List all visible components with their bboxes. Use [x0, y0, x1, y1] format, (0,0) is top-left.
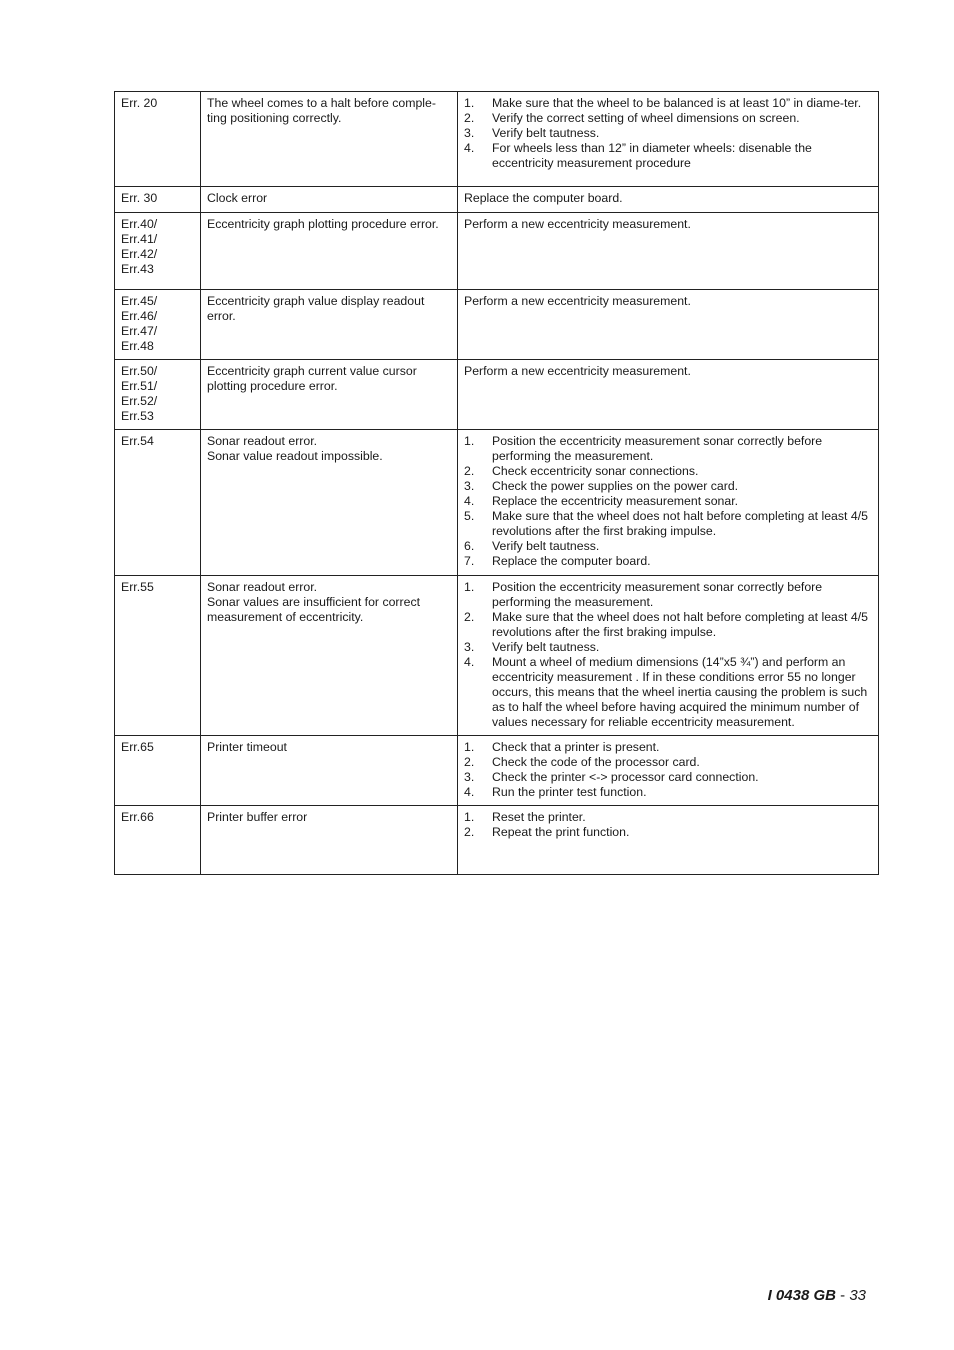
remedy-step-text: Make sure that the wheel to be balanced is at least 10” in diame-ter. [492, 96, 862, 110]
remedy-step-text: Verify belt tautness. [492, 126, 600, 140]
error-code: Err.42/ [121, 247, 158, 261]
remedy-step [464, 810, 874, 825]
remedy-step-number: 2. [464, 825, 475, 839]
remedy-step [464, 509, 874, 539]
error-code: Err.54 [121, 434, 154, 448]
remedy-step-text: Make sure that the wheel does not halt before completing at least 4/5 revolutions after the first braking impulse. [492, 509, 868, 538]
error-description-line: Sonar values are insufficient for correct [207, 595, 421, 609]
error-code: Err.55 [121, 580, 154, 594]
remedy-step [464, 580, 874, 610]
error-code: Err. 20 [121, 96, 158, 110]
remedy-step-text: Reset the printer. [492, 810, 586, 824]
remedy-step [464, 554, 874, 569]
remedy-step-text: Check that a printer is present. [492, 740, 660, 754]
remedy-step [464, 479, 874, 494]
error-code: Err.46/ [121, 309, 158, 323]
error-code: Err. 30 [121, 191, 158, 205]
error-remedy-cell [458, 576, 879, 736]
page-number: 33 [849, 1287, 866, 1304]
remedy-steps [464, 810, 874, 840]
remedy-text: Replace the computer board. [464, 191, 623, 205]
error-code-cell [115, 806, 201, 875]
error-description-line: measurement of eccentricity. [207, 610, 364, 624]
error-description-cell [201, 430, 458, 576]
error-code-cell [115, 187, 201, 213]
error-remedy-cell [458, 290, 879, 360]
error-description-cell [201, 92, 458, 187]
remedy-step [464, 785, 874, 800]
remedy-step [464, 434, 874, 464]
remedy-step-number: 4. [464, 785, 475, 799]
error-row [115, 187, 879, 213]
remedy-steps [464, 740, 874, 800]
error-code: Err.47/ [121, 324, 158, 338]
remedy-step-text: Position the eccentricity measurement sonar correctly before performing the measurement. [492, 580, 823, 609]
error-code-cell [115, 360, 201, 430]
error-remedy-cell [458, 187, 879, 213]
remedy-step-number: 4. [464, 494, 475, 508]
remedy-step-number: 3. [464, 770, 475, 784]
error-row [115, 806, 879, 875]
remedy-step-text: Check eccentricity sonar connections. [492, 464, 699, 478]
remedy-step-text: Replace the computer board. [492, 554, 651, 568]
error-code-table [114, 91, 879, 875]
error-description-line: Printer buffer error [207, 810, 308, 824]
remedy-step-text: Replace the eccentricity measurement sonar. [492, 494, 739, 508]
error-code-cell [115, 92, 201, 187]
error-description-cell [201, 187, 458, 213]
remedy-step-text: For wheels less than 12” in diameter wheels: disenable the eccentricity measurement procedure [492, 141, 812, 170]
remedy-step-number: 6. [464, 539, 475, 553]
error-row [115, 736, 879, 806]
error-code: Err.51/ [121, 379, 158, 393]
remedy-steps [464, 434, 874, 569]
remedy-text: Perform a new eccentricity measurement. [464, 217, 691, 231]
remedy-step-text: Make sure that the wheel does not halt before completing at least 4/5 revolutions after the first braking impulse. [492, 610, 868, 639]
remedy-step-text: Check the code of the processor card. [492, 755, 700, 769]
remedy-step [464, 655, 874, 730]
error-row [115, 213, 879, 290]
remedy-step-number: 1. [464, 434, 475, 448]
error-code-cell [115, 213, 201, 290]
remedy-step-text: Verify belt tautness. [492, 539, 600, 553]
remedy-step-number: 3. [464, 126, 475, 140]
error-remedy-cell [458, 736, 879, 806]
remedy-step [464, 740, 874, 755]
error-description-line: Sonar readout error. [207, 434, 318, 448]
error-description-cell [201, 290, 458, 360]
remedy-step [464, 141, 874, 171]
remedy-step-number: 1. [464, 96, 475, 110]
error-description-line: Clock error [207, 191, 268, 205]
remedy-step [464, 770, 874, 785]
remedy-step-number: 7. [464, 554, 475, 568]
remedy-step-text: Mount a wheel of medium dimensions (14”x5 ¾”) and perform an eccentricity measurement . If in these conditions error 55 no longer occurs, this means that the wheel inertia causing the problem is such as to half the wheel before having acquired the minimum number of values necessary for reliable eccentricity measurement. [492, 655, 868, 729]
error-row [115, 576, 879, 736]
error-description-line: Sonar value readout impossible. [207, 449, 383, 463]
remedy-step [464, 96, 874, 111]
remedy-step-text: Check the power supplies on the power card. [492, 479, 739, 493]
error-description-cell [201, 360, 458, 430]
remedy-text: Perform a new eccentricity measurement. [464, 294, 691, 308]
error-code: Err.45/ [121, 294, 158, 308]
remedy-step-number: 2. [464, 755, 475, 769]
remedy-step [464, 755, 874, 770]
remedy-step-number: 1. [464, 810, 475, 824]
error-description-cell [201, 806, 458, 875]
error-remedy-cell [458, 213, 879, 290]
error-code-table-body [115, 92, 879, 875]
error-description-line: Printer timeout [207, 740, 287, 754]
remedy-step-number: 3. [464, 479, 475, 493]
remedy-step-number: 4. [464, 141, 475, 155]
footer-separator: - [835, 1287, 850, 1304]
error-code-cell [115, 290, 201, 360]
error-code: Err.66 [121, 810, 154, 824]
remedy-step [464, 111, 874, 126]
remedy-text: Perform a new eccentricity measurement. [464, 364, 691, 378]
error-row [115, 290, 879, 360]
remedy-step-text: Check the printer <-> processor card connection. [492, 770, 759, 784]
remedy-steps [464, 96, 874, 171]
error-code: Err.41/ [121, 232, 158, 246]
remedy-step-text: Run the printer test function. [492, 785, 647, 799]
error-code: Err.65 [121, 740, 154, 754]
remedy-step [464, 539, 874, 554]
error-description-line: plotting procedure error. [207, 379, 338, 393]
error-row [115, 360, 879, 430]
error-description-cell [201, 736, 458, 806]
error-code: Err.40/ [121, 217, 158, 231]
error-code: Err.50/ [121, 364, 158, 378]
remedy-step-number: 2. [464, 464, 475, 478]
remedy-step-number: 3. [464, 640, 475, 654]
error-description-cell [201, 213, 458, 290]
remedy-steps [464, 580, 874, 730]
error-description-line: ting positioning correctly. [207, 111, 342, 125]
remedy-step [464, 126, 874, 141]
error-row [115, 92, 879, 187]
error-description-line: error. [207, 309, 236, 323]
remedy-step-text: Verify the correct setting of wheel dimensions on screen. [492, 111, 800, 125]
remedy-step-number: 1. [464, 740, 475, 754]
error-code: Err.48 [121, 339, 154, 353]
error-code-cell [115, 576, 201, 736]
remedy-step-text: Position the eccentricity measurement sonar correctly before performing the measurement. [492, 434, 823, 463]
page-footer [768, 1287, 866, 1305]
error-remedy-cell [458, 360, 879, 430]
remedy-step [464, 640, 874, 655]
remedy-step-number: 2. [464, 610, 475, 624]
error-code: Err.52/ [121, 394, 158, 408]
document-code: I 0438 GB [767, 1287, 836, 1304]
error-remedy-cell [458, 806, 879, 875]
error-description-cell [201, 576, 458, 736]
remedy-step-number: 1. [464, 580, 475, 594]
remedy-step-number: 2. [464, 111, 475, 125]
remedy-step-number: 4. [464, 655, 475, 669]
remedy-step [464, 825, 874, 840]
error-code: Err.53 [121, 409, 154, 423]
error-description-line: Eccentricity graph plotting procedure error. [207, 217, 439, 231]
error-remedy-cell [458, 430, 879, 576]
error-description-line: Eccentricity graph current value cursor [207, 364, 417, 378]
error-row [115, 430, 879, 576]
remedy-step [464, 610, 874, 640]
error-description-line: Eccentricity graph value display readout [207, 294, 425, 308]
remedy-step [464, 494, 874, 509]
remedy-step-text: Repeat the print function. [492, 825, 630, 839]
error-code: Err.43 [121, 262, 154, 276]
remedy-step-text: Verify belt tautness. [492, 640, 600, 654]
error-code-cell [115, 430, 201, 576]
error-code-cell [115, 736, 201, 806]
error-remedy-cell [458, 92, 879, 187]
remedy-step-number: 5. [464, 509, 475, 523]
error-description-line: Sonar readout error. [207, 580, 318, 594]
remedy-step [464, 464, 874, 479]
error-description-line: The wheel comes to a halt before comple- [207, 96, 436, 110]
